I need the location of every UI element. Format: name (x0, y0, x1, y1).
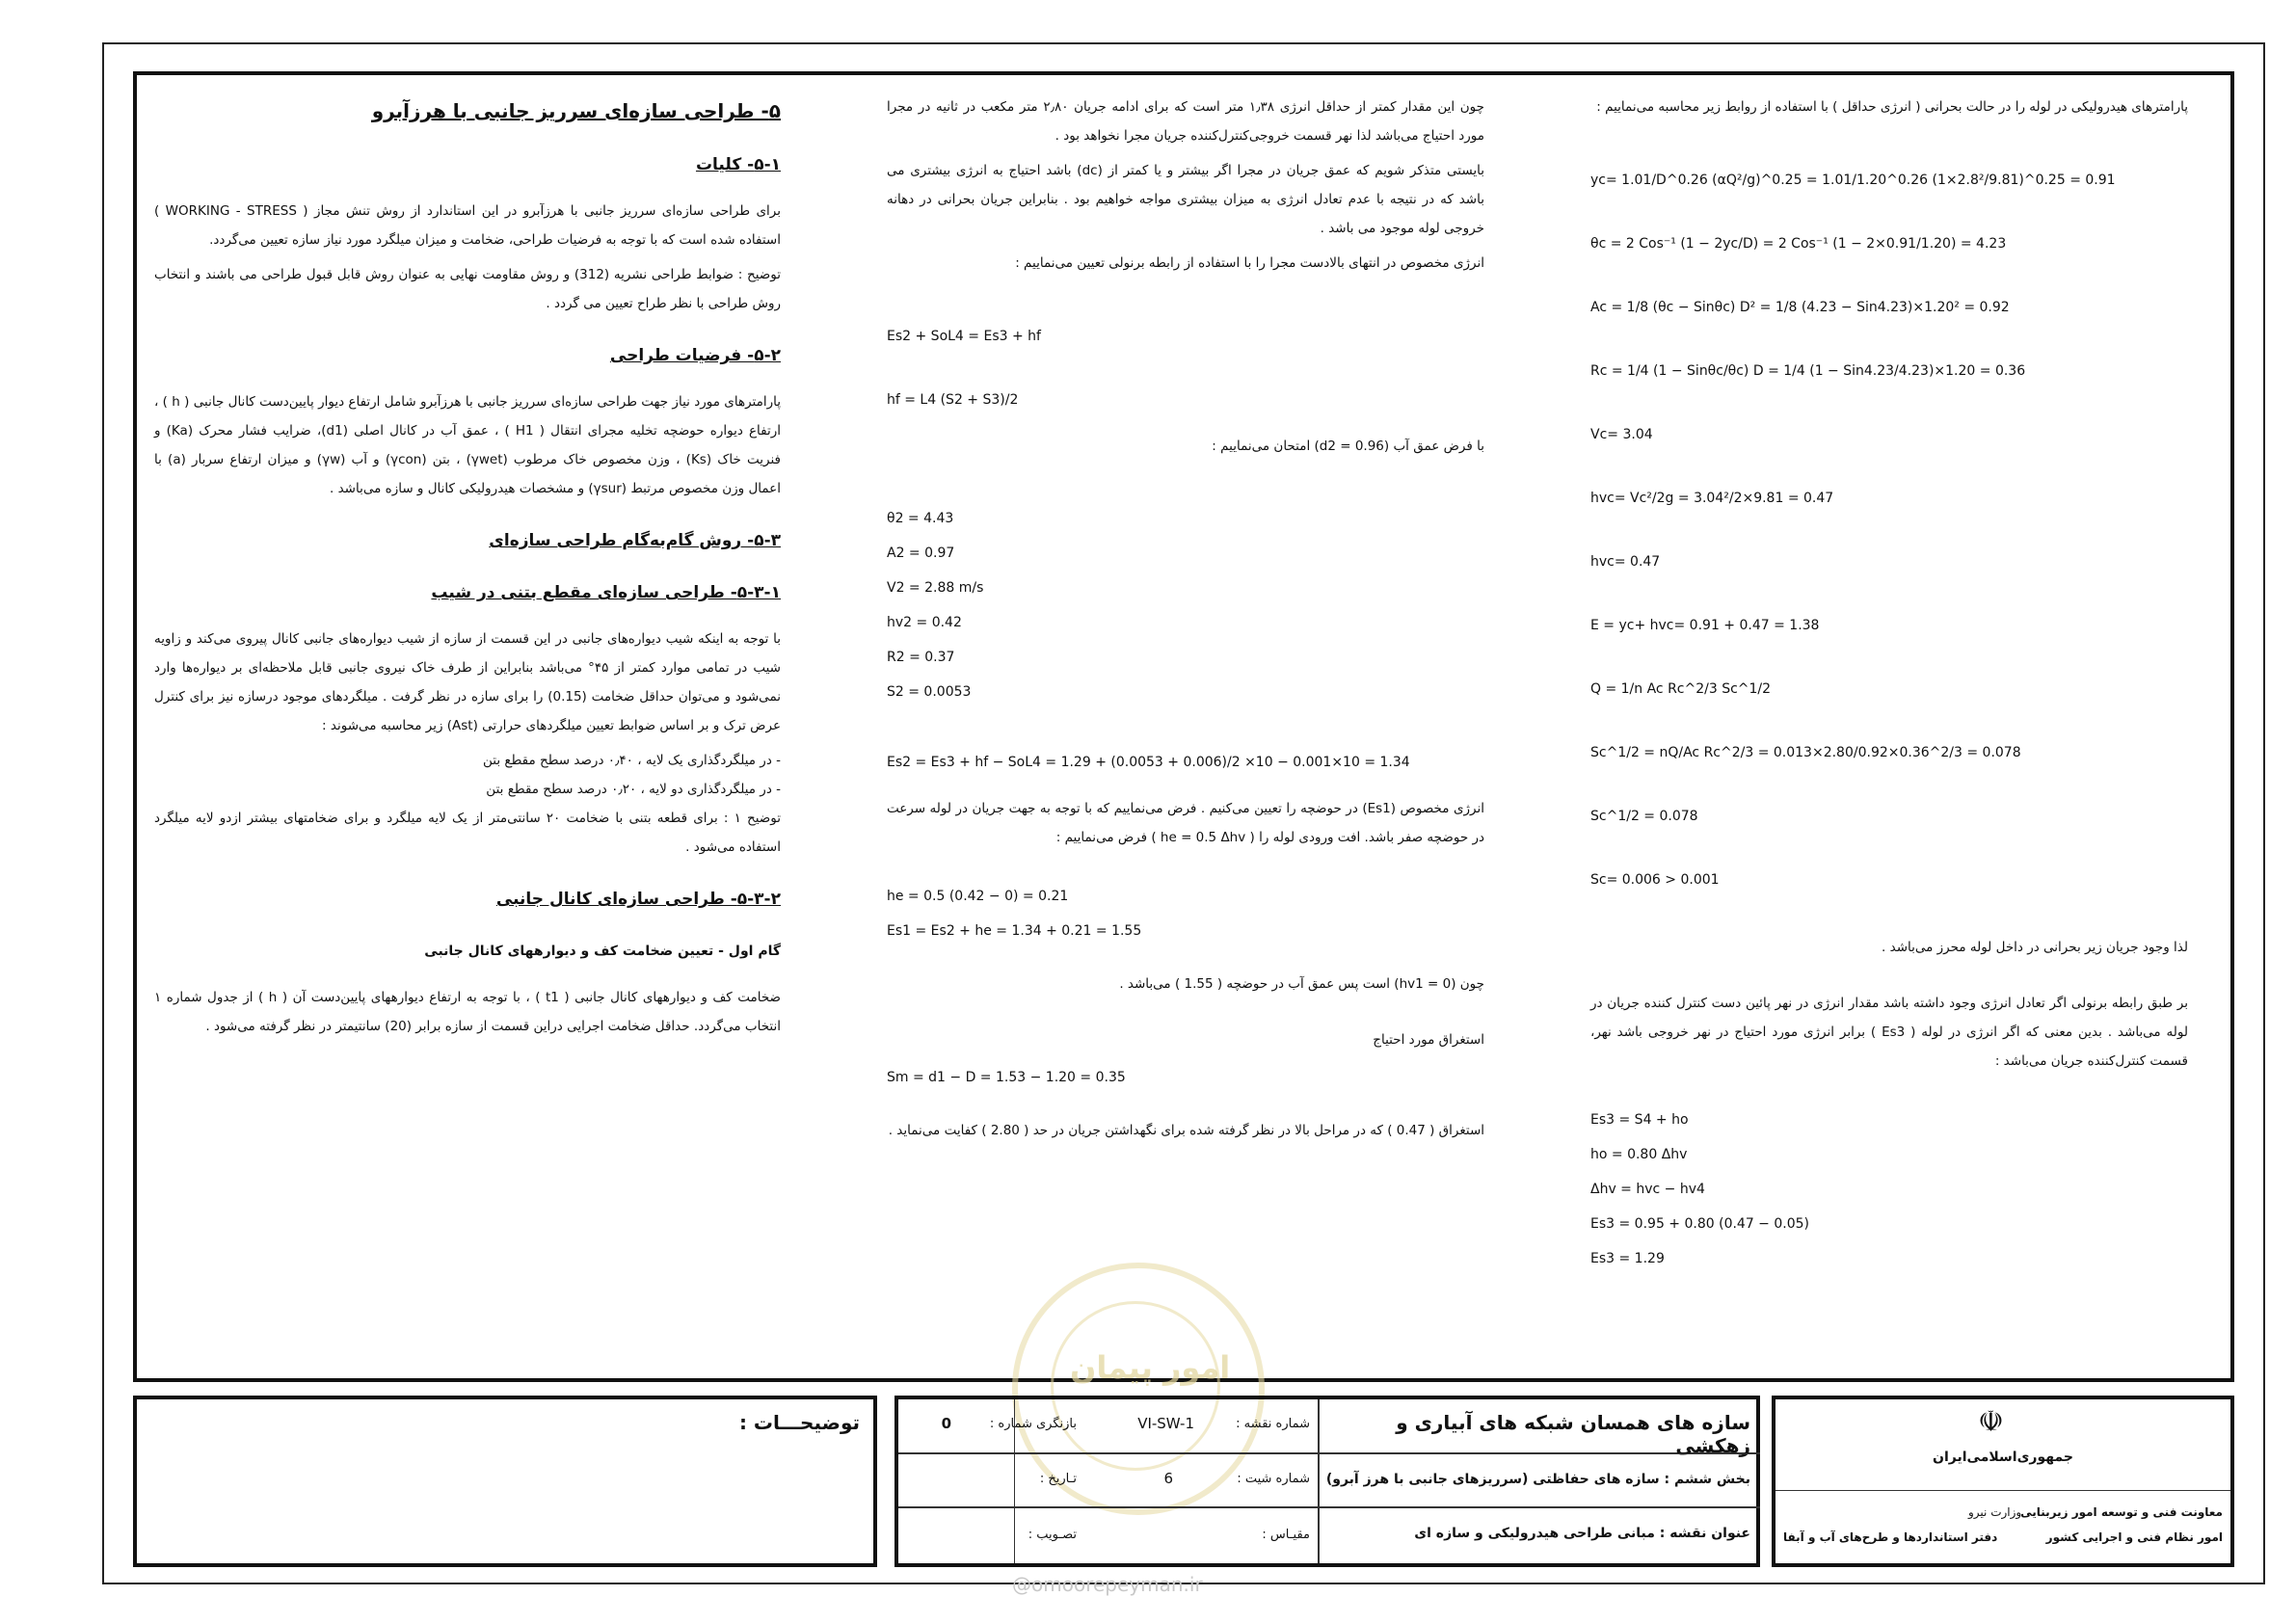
notes-label: توضیحـــات : (738, 1411, 860, 1434)
section-cell (1319, 1453, 1760, 1507)
paragraph: ضخامت کف و دیوارههای کانال جانبی ( t1 ) ، با توجه به ارتفاع دیوارههای پایین‌دست آن ( h ) از جدول شماره ۱ انتخاب می‌گردد. حداقل ضخامت اجرایی دراین قسمت از سازه برابر (20) سانتیمتر در نظر گرفته می‌شود . (154, 990, 781, 1034)
revision: 0 (941, 1415, 951, 1432)
equation: Es3 = 1.29 (1590, 1251, 1665, 1266)
equation: Sc= 0.006 > 0.001 (1590, 872, 1720, 888)
equation: S2 = 0.0053 (887, 684, 972, 700)
republic-label: جمهوری‌اسلامی‌ایران (1933, 1450, 2073, 1465)
equation: V2 = 2.88 m/s (887, 580, 984, 596)
left-column (154, 93, 781, 1353)
step-heading: گام اول - تعیین ضخامت کف و دیوارههای کانال جانبی (424, 944, 781, 959)
ministry-label: وزارت نیرو (1968, 1505, 2022, 1519)
deputy-label: معاونت فنی و توسعه امور زیربنایی (2020, 1505, 2223, 1519)
equation: Sc^1/2 = 0.078 (1590, 809, 1698, 824)
notes-box (133, 1396, 877, 1567)
map-no: VI-SW-1 (1137, 1415, 1194, 1432)
equation: A2 = 0.97 (887, 545, 955, 561)
equation: hv2 = 0.42 (887, 615, 962, 630)
paragraph: چون (hv1 = 0) است پس عمق آب در حوضچه ( 1.55 ) می‌باشد . (1119, 976, 1484, 992)
subsection-heading: ۵-۳-۱- طراحی سازه‌ای مقطع بتنی در شیب (431, 583, 781, 602)
subsection-heading: ۵-۲- فرضیات طراحی (609, 346, 781, 365)
title-block-main (894, 1396, 1760, 1567)
revision-label: بازنگری شماره : (989, 1417, 1077, 1431)
equation: Sm = d1 − D = 1.53 − 1.20 = 0.35 (887, 1070, 1126, 1085)
middle-column (887, 93, 1484, 1353)
equation: θc = 2 Cos⁻¹ (1 − 2yc/D) = 2 Cos⁻¹ (1 − 2×0.91/1.20) = 4.23 (1590, 236, 2007, 252)
paragraph: پارامترهای هیدرولیکی در لوله را در حالت بحرانی ( انرژی حداقل ) با استفاده از روابط زیر محاسبه می‌نماییم : (1596, 99, 2188, 115)
date-label: تـاریخ : (1039, 1472, 1077, 1486)
paragraph: پارامترهای مورد نیاز جهت طراحی سازه‌ای سرریز جانبی با هرزآبرو شامل ارتفاع دیوار پایین‌دست کانال جانبی ( h ) ، ارتفاع دیواره حوضچه تخلیه مجرای انتقال ( H1 ) ، عمق آب در کانال اصلی (d1)، ضرایب فشار محرک (Ka) و فنریت خاک (Ks) ، وزن مخصوص خاک مرطوب (γwet) ، بتن (γcon) و آب (γw) و میزان ارتفاع سربار (a) با اعمال وزن مخصوص مرتبط (γsur) و مشخصات هیدرولیکی کانال و سازه می‌باشد . (154, 394, 781, 496)
paragraph: توضیح ۱ : برای قطعه بتنی با ضخامت ۲۰ سانتی‌متر از یک لایه میلگرد و برای ضخامتهای بیشتر ازدو لایه میلگرد استفاده می‌شود . (154, 811, 782, 855)
section-heading: ۵- طراحی سازه‌ای سرریز جانبی با هرزآبرو (371, 99, 781, 122)
sheet-number: 6 (1163, 1470, 1173, 1487)
paragraph: با فرض عمق آب (d2 = 0.96) امتحان می‌نماییم : (1212, 439, 1484, 454)
equation: he = 0.5 (0.42 − 0) = 0.21 (887, 889, 1069, 904)
equation: E = yc+ hvc= 0.91 + 0.47 = 1.38 (1590, 618, 1820, 633)
equation: hvc= Vc²/2g = 3.04²/2×9.81 = 0.47 (1590, 491, 1834, 506)
project-title: سازه های همسان شبکه های آبیاری و زهکشی (1396, 1411, 1750, 1457)
section-title: بخش ششم : سازه های حفاظتی (سرریزهای جانبی با هرز آبرو) (1325, 1472, 1750, 1487)
paragraph: چون این مقدار کمتر از حداقل انرژی ۱٫۳۸ متر است که برای ادامه جریان ۲٫۸۰ متر مکعب در ثانیه در مجرا مورد احتیاج می‌باشد لذا نهر قسمت خروجی‌کنترل‌کننده جریان مجرا نخواهد بود . (887, 99, 1484, 144)
equation: hf = L4 (S2 + S3)/2 (887, 392, 1019, 408)
paragraph: با توجه به اینکه شیب دیواره‌های جانبی در این قسمت از سازه از شیب دیواره‌های جانبی کانال پیروی می‌کند و زاویه شیب در تمامی موارد کمتر از ۴۵° می‌باشد بنابراین از طرف خاک نیروی جانبی قابل ملاحظه‌ای بر دیواره‌ها وارد نمی‌شود و می‌توان حداقل ضخامت (0.15) را برای سازه در نظر گرفت . میلگردهای موجود درسازه نیز برای کنترل عرض ترک و بر اساس ضوابط تعیین میلگردهای حرارتی (Ast) زیر محاسبه می‌شوند : (154, 631, 782, 733)
sheet-label: شماره شیت : (1237, 1472, 1310, 1486)
approval-label: تصـویب : (1028, 1528, 1077, 1542)
office-label: امور نظام فنی و اجرایی کشور (2045, 1530, 2223, 1544)
paragraph: بر طبق رابطه برنولی اگر تعادل انرژی وجود داشته باشد مقدار انرژی در نهر پائین دست کنترل کننده جریان در لوله می‌باشد . بدین معنی که اگر انرژی در لوله ( Es3 ) برابر انرژی مورد احتیاج در نهر خروجی باشد نهر، قسمت کنترل‌کننده جریان می‌باشد : (1590, 996, 2188, 1069)
equation: Δhv = hvc − hv4 (1590, 1182, 1705, 1197)
organization-block (1772, 1396, 2234, 1567)
equation: Es2 = Es3 + hf − SoL4 = 1.29 + (0.0053 + 0.006)/2 ×10 − 0.001×10 = 1.34 (887, 755, 1410, 770)
subsection-heading: ۵-۱- کلیات (695, 155, 781, 174)
equation: R2 = 0.37 (887, 650, 955, 665)
equation: Rc = 1/4 (1 − Sinθc/θc) D = 1/4 (1 − Sin4.23/4.23)×1.20 = 0.36 (1590, 363, 2026, 379)
equation: hvc= 0.47 (1590, 554, 1661, 570)
equation: Ac = 1/8 (θc − Sinθc) D² = 1/8 (4.23 − Sin4.23)×1.20² = 0.92 (1590, 300, 2010, 315)
paragraph: بایستی متذکر شویم که عمق جریان در مجرا اگر بیشتر و یا کمتر از (dc) باشد احتیاج به انرژی بیشتری می باشد که در نتیجه با عدم تعادل انرژی به میزان بیشتری مواجه خواهیم بود . بنابراین جریان بحرانی در دهانه خروجی لوله موجود می باشد . (887, 163, 1484, 236)
title-block-blank-column (898, 1399, 1015, 1563)
list-item: - در میلگردگذاری یک لایه ، ۰٫۴۰ درصد سطح مقطع بتن (482, 753, 781, 768)
scale-label: مقیـاس : (1262, 1528, 1310, 1542)
paragraph: انرژی مخصوص در انتهای بالادست مجرا را با استفاده از رابطه برنولی تعیین می‌نماییم : (1015, 255, 1484, 271)
paragraph: برای طراحی سازه‌ای سرریز جانبی با هرزآبرو در این استاندارد از روش تنش مجاز ( WORKING - STRESS ) استفاده شده است که با توجه به فرضیات طراحی، ضخامت و میزان میلگرد مورد نیاز سازه تعیین می‌گردد. (154, 203, 781, 248)
watermark-url: @omoorepeyman.ir (1012, 1573, 1203, 1596)
subsection-heading: ۵-۳-۲- طراحی سازه‌ای کانال جانبی (495, 890, 781, 909)
paragraph: استغراق ( 0.47 ) که در مراحل بالا در نظر گرفته شده برای نگهداشتن جریان در حد ( 2.80 ) کفایت می‌نماید . (888, 1123, 1484, 1138)
paragraph: استغراق مورد احتیاج (1373, 1032, 1484, 1048)
drawing-title-cell (1319, 1507, 1760, 1563)
office-label-2: دفتر استانداردها و طرح‌های آب و آبفا (1783, 1530, 1998, 1544)
list-item: - در میلگردگذاری دو لایه ، ۰٫۲۰ درصد سطح مقطع بتن (486, 782, 781, 797)
right-column (1590, 93, 2188, 1353)
equation: Es2 + SoL4 = Es3 + hf (887, 329, 1041, 344)
drawing-title: عنوان نقشه : مبانی طراحی هیدرولیکی و سازه ای (1414, 1526, 1750, 1541)
seal-text: امور پیمان (1070, 1349, 1231, 1386)
equation: Es3 = S4 + ho (1590, 1112, 1689, 1128)
map-no-label: شماره نقشه : (1236, 1417, 1310, 1431)
equation: yc= 1.01/D^0.26 (αQ²/g)^0.25 = 1.01/1.20^0.26 (1×2.8²/9.81)^0.25 = 0.91 (1590, 173, 2116, 188)
equation: Es1 = Es2 + he = 1.34 + 0.21 = 1.55 (887, 923, 1142, 939)
equation: θ2 = 4.43 (887, 511, 954, 526)
equation: Vc= 3.04 (1590, 427, 1653, 442)
project-title-cell (1319, 1399, 1760, 1457)
equation: Q = 1/n Ac Rc^2/3 Sc^1/2 (1590, 681, 1772, 697)
paragraph: انرژی مخصوص (Es1) در حوضچه را تعیین می‌کنیم . فرض می‌نماییم که با توجه به جهت جریان در لوله سرعت در حوضچه صفر باشد. افت ورودی لوله را ( he = 0.5 Δhv ) فرض می‌نماییم : (887, 801, 1484, 845)
equation: Sc^1/2 = nQ/Ac Rc^2/3 = 0.013×2.80/0.92×0.36^2/3 = 0.078 (1590, 745, 2021, 760)
paragraph: توضیح : ضوابط طراحی نشریه (312) و روش مقاومت نهایی به عنوان روش قابل قبول طراحی می باشند و انتخاب روش طراحی با نظر طراح تعیین می گردد . (154, 267, 781, 311)
subsection-heading: ۵-۳- روش گام‌به‌گام طراحی سازه‌ای (489, 531, 781, 550)
paragraph: لذا وجود جریان زیر بحرانی در داخل لوله محرز می‌باشد . (1882, 940, 2188, 955)
equation: Es3 = 0.95 + 0.80 (0.47 − 0.05) (1590, 1216, 1810, 1232)
emblem-icon: ☫ (1978, 1405, 2004, 1439)
equation: ho = 0.80 Δhv (1590, 1147, 1688, 1162)
